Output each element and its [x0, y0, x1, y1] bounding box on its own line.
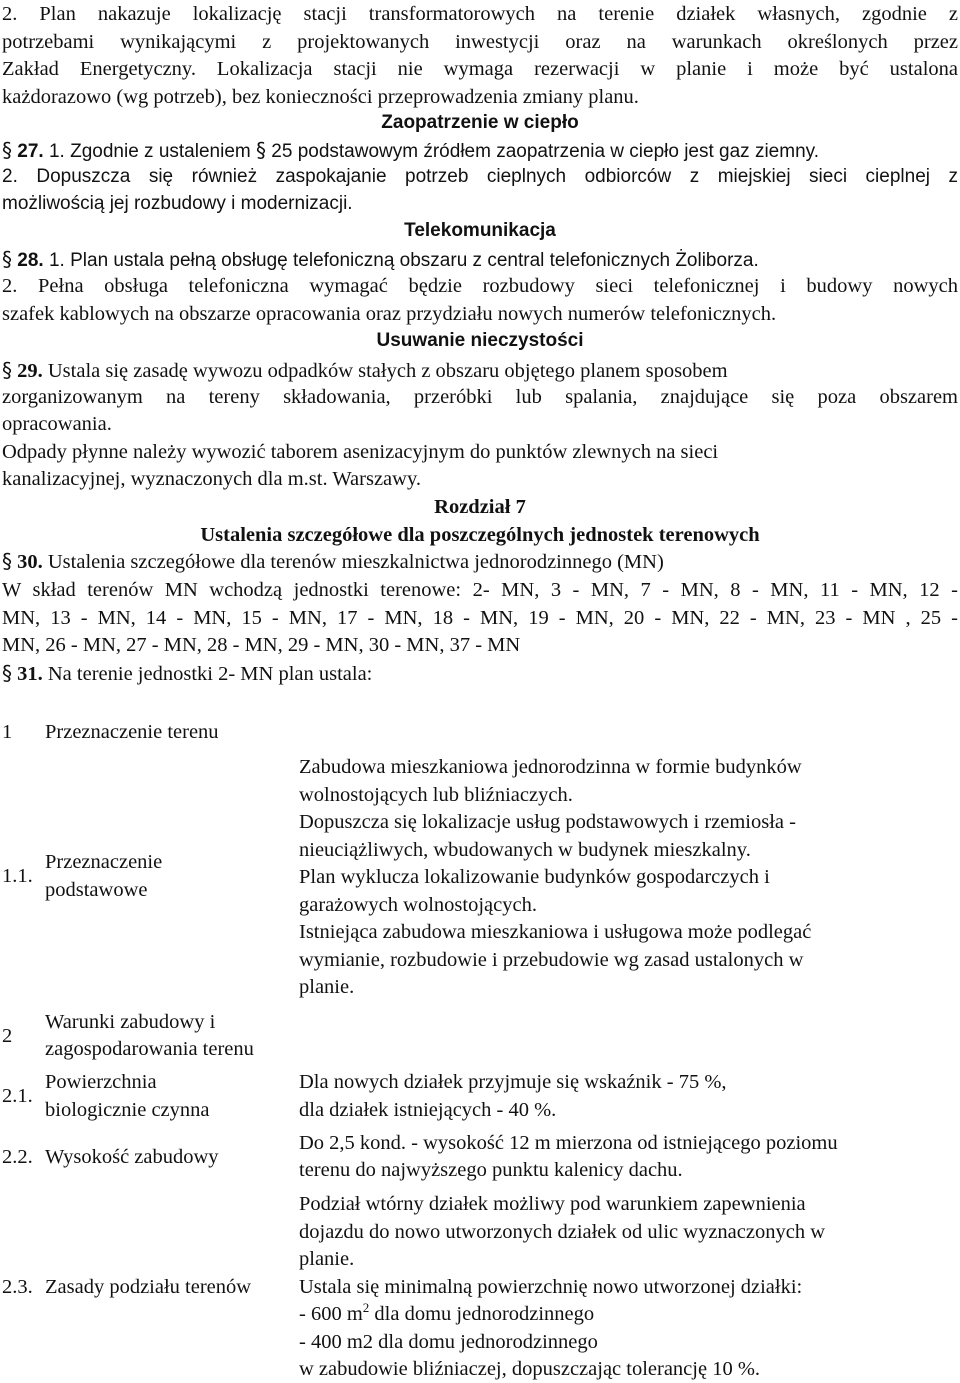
row-text: wymianie, rozbudowie i przebudowie wg zasad ustalonych w	[299, 949, 804, 971]
text-line: Odpady płynne należy wywozić taborem asenizacyjnym do punktów zlewnych na sieci	[2, 441, 719, 463]
row-number: 1.1.	[2, 865, 33, 887]
section-sign: §	[256, 138, 266, 162]
text-segment: - 600 m	[299, 1303, 363, 1325]
text-segment: Na terenie jednostki 2- MN plan ustala:	[47, 663, 373, 685]
paragraph-number: 29.	[17, 360, 43, 382]
paragraph-30	[2, 547, 958, 575]
row-label: Przeznaczenie terenu	[45, 721, 219, 743]
row-text: Dla nowych działek przyjmuje się wskaźnik - 75 %,	[299, 1071, 727, 1093]
row-text: Do 2,5 kond. - wysokość 12 m mierzona od istniejącego poziomu	[299, 1132, 838, 1154]
section-heading: Zaopatrzenie w ciepło	[381, 112, 579, 133]
row-text: dla działek istniejących - 40 %.	[299, 1099, 557, 1121]
text-line: 2. Dopuszcza się również zaspokajanie potrzeb cieplnych odbiorców z miejskiej sieci cieplnej z	[2, 166, 958, 187]
section-sign: §	[2, 661, 12, 685]
row-text: - 400 m2 dla domu jednorodzinnego	[299, 1331, 598, 1353]
row-text: planie.	[299, 1248, 355, 1270]
row-number: 1	[2, 721, 13, 743]
row-number: 2	[2, 1025, 13, 1047]
row-number: 2.3.	[2, 1276, 33, 1298]
section-sign: §	[2, 247, 12, 271]
text-line: MN, 13 - MN, 14 - MN, 15 - MN, 17 - MN, 18 - MN, 19 - MN, 20 - MN, 22 - MN, 23 - MN , 25 -	[2, 607, 958, 629]
row-label: podstawowe	[45, 879, 148, 901]
row-label: biologicznie czynna	[45, 1099, 210, 1121]
text-line: 2. Plan nakazuje lokalizację stacji transformatorowych na terenie działek własnych, zgodnie z	[2, 3, 958, 25]
text-segment: Ustalenia szczegółowe dla terenów mieszkalnictwa jednorodzinnego (MN)	[47, 551, 664, 573]
chapter-heading: Rozdział 7	[434, 496, 526, 518]
row-text: terenu do najwyższego punktu kalenicy dachu.	[299, 1159, 683, 1181]
paragraph-number: 28.	[17, 250, 44, 271]
row-text: w zabudowie bliźniaczej, dopuszczając tolerancję 10 %.	[299, 1358, 761, 1380]
row-label: Przeznaczenie	[45, 851, 163, 873]
row-text: planie.	[299, 976, 355, 998]
text-segment: dla domu jednorodzinnego	[369, 1303, 595, 1325]
paragraph-31	[2, 659, 958, 687]
section-heading: Usuwanie nieczystości	[376, 330, 584, 351]
text-line: Zakład Energetyczny. Lokalizacja stacji nie wymaga rezerwacji w planie i może być ustalona	[2, 58, 958, 80]
section-heading: Telekomunikacja	[404, 220, 556, 241]
text-segment: 1. Plan ustala pełną obsługę telefoniczną obszaru z central telefonicznych Żoliborza.	[48, 250, 759, 271]
row-text: wolnostojących lub bliźniaczych.	[299, 784, 573, 806]
text-line: możliwością jej rozbudowy i modernizacji.	[2, 193, 353, 214]
text-segment: Ustala się zasadę wywozu odpadków stałych z obszaru objętego planem sposobem	[47, 360, 728, 382]
text-line: potrzebami wynikającymi z projektowanych inwestycji oraz na warunkach określonych przez	[2, 31, 958, 53]
text-segment: 1. Zgodnie z ustaleniem	[48, 141, 251, 162]
row-text: Istniejąca zabudowa mieszkaniowa i usługowa może podlegać	[299, 921, 812, 943]
row-text: dojazdu do nowo utworzonych działek od ulic wyznaczonych w	[299, 1221, 826, 1243]
row-label: Zasady podziału terenów	[45, 1276, 252, 1298]
row-label: Powierzchnia	[45, 1071, 157, 1093]
section-sign: §	[2, 138, 12, 162]
text-line: szafek kablowych na obszarze opracowania oraz przydziału nowych numerów telefonicznych.	[2, 303, 777, 325]
row-label: Warunki zabudowy i	[45, 1011, 216, 1033]
row-text: Zabudowa mieszkaniowa jednorodzinna w formie budynków	[299, 756, 802, 778]
paragraph-27	[2, 136, 958, 164]
text-line: MN, 26 - MN, 27 - MN, 28 - MN, 29 - MN, 30 - MN, 37 - MN	[2, 634, 521, 656]
chapter-subheading: Ustalenia szczegółowe dla poszczególnych jednostek terenowych	[200, 524, 760, 546]
row-text: Dopuszcza się lokalizacje usług podstawowych i rzemiosła -	[299, 811, 796, 833]
text-line: każdorazowo (wg potrzeb), bez konieczności przeprowadzenia zmiany planu.	[2, 86, 639, 108]
row-text: Plan wyklucza lokalizowanie budynków gospodarczych i	[299, 866, 770, 888]
paragraph-number: 30.	[17, 551, 43, 573]
row-number: 2.2.	[2, 1146, 33, 1168]
row-text: nieuciążliwych, wbudowanych w budynek mieszkalny.	[299, 839, 751, 861]
text-line: zorganizowanym na tereny składowania, przeróbki lub spalania, znajdujące się poza obszarem	[2, 386, 958, 408]
row-label: zagospodarowania terenu	[45, 1038, 254, 1060]
row-label: Wysokość zabudowy	[45, 1146, 219, 1168]
superscript: 2	[362, 1300, 370, 1316]
section-sign: §	[2, 549, 12, 573]
section-sign: §	[2, 358, 12, 382]
paragraph-29	[2, 356, 958, 384]
paragraph-number: 31.	[17, 663, 43, 685]
text-line: 2. Pełna obsługa telefoniczna wymagać będzie rozbudowy sieci telefonicznej i budowy nowych	[2, 275, 958, 297]
row-text	[299, 1300, 594, 1328]
paragraph-28	[2, 245, 958, 273]
row-number: 2.1.	[2, 1085, 33, 1107]
row-text: Podział wtórny działek możliwy pod warunkiem zapewnienia	[299, 1193, 806, 1215]
paragraph-number: 27.	[17, 141, 44, 162]
text-line: opracowania.	[2, 413, 112, 435]
row-text: garażowych wolnostojących.	[299, 894, 537, 916]
text-line: kanalizacyjnej, wyznaczonych dla m.st. Warszawy.	[2, 468, 421, 490]
text-segment: 25 podstawowym źródłem zaopatrzenia w ciepło jest gaz ziemny.	[271, 141, 820, 162]
row-text: Ustala się minimalną powierzchnię nowo utworzonej działki:	[299, 1276, 803, 1298]
text-line: W skład terenów MN wchodzą jednostki terenowe: 2- MN, 3 - MN, 7 - MN, 8 - MN, 11 - MN, 12 -	[2, 579, 958, 601]
